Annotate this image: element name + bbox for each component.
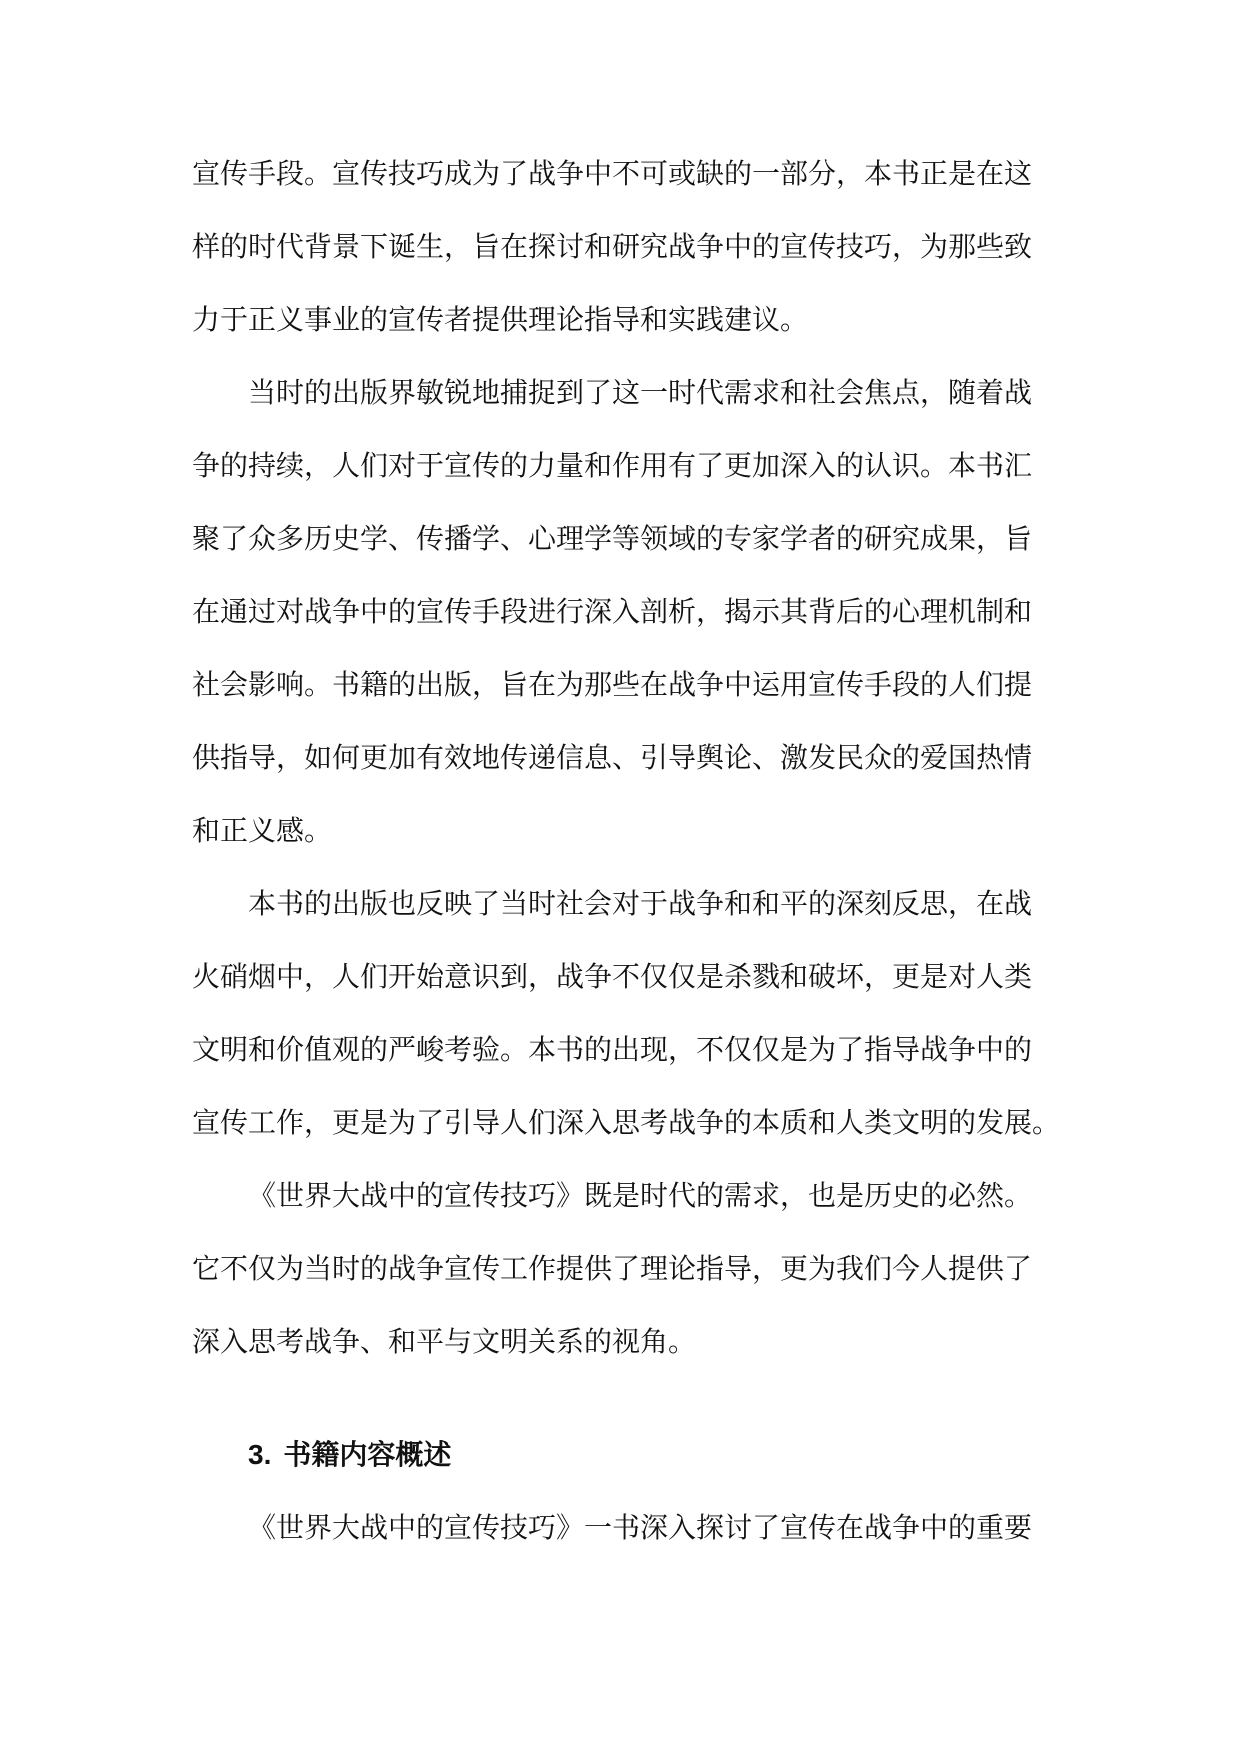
paragraph	[192, 867, 1061, 1159]
paragraph	[192, 1159, 1052, 1378]
section-title: 书籍内容概述	[283, 1438, 452, 1471]
text-line: 它不仅为当时的战争宣传工作提供了理论指导，更为我们今人提供了	[192, 1252, 1033, 1285]
body-text	[192, 137, 1061, 1564]
section-spacer	[192, 1378, 1052, 1418]
text-line: 聚了众多历史学、传播学、心理学等领域的专家学者的研究成果，旨	[192, 522, 1033, 555]
text-line: 本书的出版也反映了当时社会对于战争和和平的深刻反思，在战	[248, 887, 1033, 920]
section-heading	[192, 1418, 1052, 1491]
paragraph	[192, 137, 1052, 356]
section-number: 3.	[248, 1439, 272, 1470]
text-line: 社会影响。书籍的出版，旨在为那些在战争中运用宣传手段的人们提	[192, 668, 1033, 701]
text-line: 文明和价值观的严峻考验。本书的出现，不仅仅是为了指导战争中的	[192, 1033, 1033, 1066]
paragraph	[192, 1491, 1052, 1564]
paragraph	[192, 356, 1052, 867]
text-line: 样的时代背景下诞生，旨在探讨和研究战争中的宣传技巧，为那些致	[192, 230, 1033, 263]
text-line: 《世界大战中的宣传技巧》一书深入探讨了宣传在战争中的重要	[248, 1511, 1033, 1544]
text-line: 争的持续，人们对于宣传的力量和作用有了更加深入的认识。本书汇	[192, 449, 1033, 482]
text-line: 深入思考战争、和平与文明关系的视角。	[192, 1325, 697, 1358]
text-line: 在通过对战争中的宣传手段进行深入剖析，揭示其背后的心理机制和	[192, 595, 1033, 628]
text-line: 力于正义事业的宣传者提供理论指导和实践建议。	[192, 303, 809, 336]
text-line: 《世界大战中的宣传技巧》既是时代的需求，也是历史的必然。	[248, 1179, 1033, 1212]
text-line: 和正义感。	[192, 814, 333, 847]
text-line: 宣传手段。宣传技巧成为了战争中不可或缺的一部分，本书正是在这	[192, 157, 1033, 190]
text-line: 宣传工作，更是为了引导人们深入思考战争的本质和人类文明的发展。	[192, 1106, 1061, 1139]
text-line: 当时的出版界敏锐地捕捉到了这一时代需求和社会焦点，随着战	[248, 376, 1033, 409]
text-line: 火硝烟中，人们开始意识到，战争不仅仅是杀戮和破坏，更是对人类	[192, 960, 1033, 993]
text-line: 供指导，如何更加有效地传递信息、引导舆论、激发民众的爱国热情	[192, 741, 1033, 774]
